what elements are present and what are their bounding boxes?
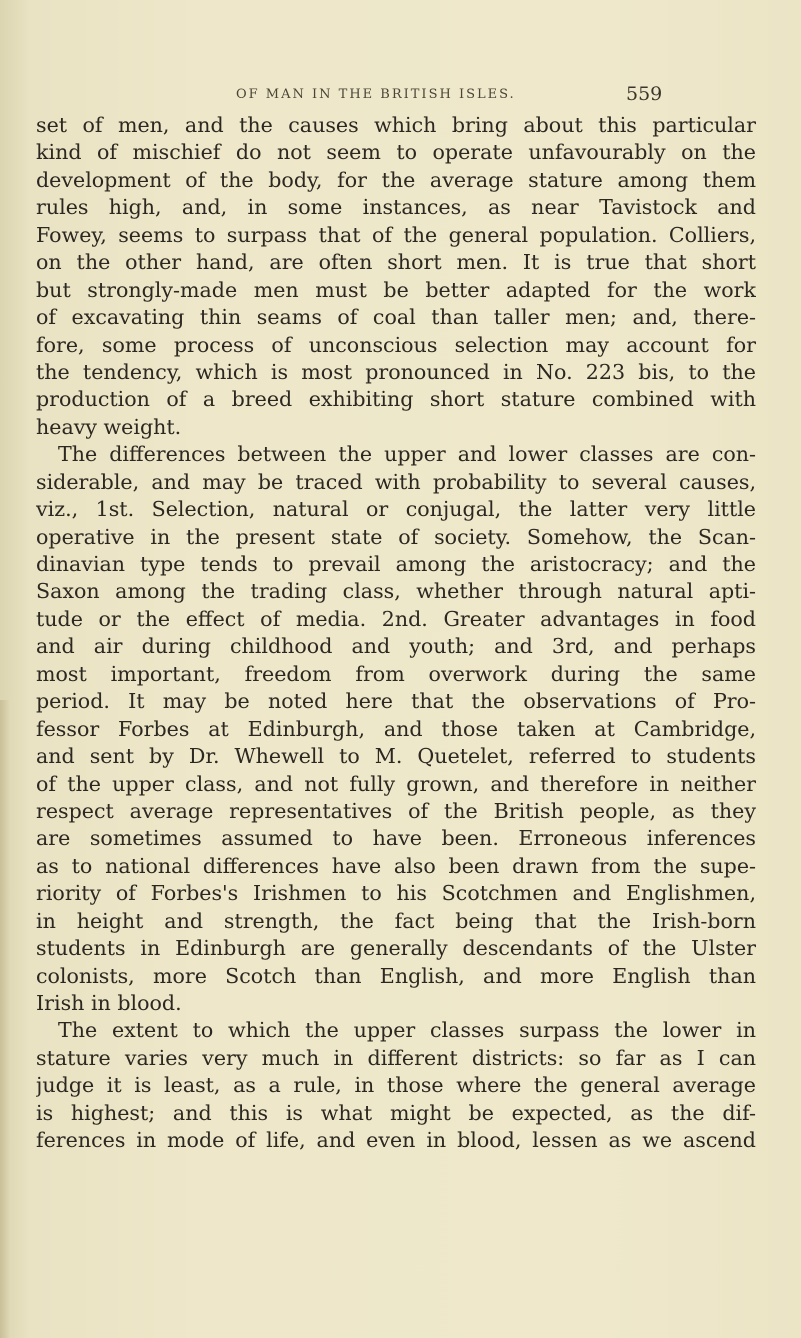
text-line: operative in the present state of society. Somehow, the Scan- xyxy=(36,524,756,549)
paragraph-first-line: The extent to which the upper classes surpass the lower in xyxy=(58,1018,756,1043)
text-line: Irish in blood. xyxy=(36,991,182,1015)
text-line: of excavating thin seams of coal than taller men; and, there- xyxy=(36,305,756,330)
text-line: Fowey, seems to surpass that of the general population. Colliers, xyxy=(36,222,756,247)
page-edge-shadow xyxy=(0,700,10,1338)
text-line: riority of Forbes's Irishmen to his Scotchmen and Englishmen, xyxy=(36,881,756,906)
body-text xyxy=(36,112,756,1155)
text-line: dinavian type tends to prevail among the aristocracy; and the xyxy=(36,552,756,576)
text-line: are sometimes assumed to have been. Erroneous inferences xyxy=(36,826,756,851)
text-line: respect average representatives of the British people, as they xyxy=(36,798,756,823)
text-line: as to national differences have also been drawn from the supe- xyxy=(36,853,756,878)
text-line: judge it is least, as a rule, in those where the general average xyxy=(36,1073,756,1098)
text-line: in height and strength, the fact being that the Irish-born xyxy=(36,908,756,933)
text-line: on the other hand, are often short men. It is true that short xyxy=(36,250,756,275)
text-line: and sent by Dr. Whewell to M. Quetelet, referred to students xyxy=(36,744,756,769)
text-line: tude or the effect of media. 2nd. Greater advantages in food xyxy=(36,606,756,631)
text-line: most important, freedom from overwork during the same xyxy=(36,661,756,686)
text-line: the tendency, which is most pronounced in No. 223 bis, to the xyxy=(36,359,756,384)
text-line: development of the body, for the average stature among them xyxy=(36,167,756,192)
text-line: fore, some process of unconscious selection may account for xyxy=(36,332,756,357)
text-line: fessor Forbes at Edinburgh, and those taken at Cambridge, xyxy=(36,716,756,741)
text-line: students in Edinburgh are generally descendants of the Ulster xyxy=(36,936,756,961)
text-line: heavy weight. xyxy=(36,414,182,439)
paragraph-first-line: The differences between the upper and lower classes are con- xyxy=(58,442,756,467)
text-line: Saxon among the trading class, whether through natural apti- xyxy=(36,579,756,604)
text-line: period. It may be noted here that the observations of Pro- xyxy=(36,689,756,714)
text-line: siderable, and may be traced with probability to several causes, xyxy=(36,469,756,494)
text-line: and air during childhood and youth; and 3rd, and perhaps xyxy=(36,634,756,659)
text-line: ferences in mode of life, and even in blood, lessen as we ascend xyxy=(36,1128,756,1153)
text-line: colonists, more Scotch than English, and more English than xyxy=(36,963,756,988)
text-line: but strongly-made men must be better adapted for the work xyxy=(36,277,756,302)
running-head: OF MAN IN THE BRITISH ISLES. xyxy=(236,87,516,102)
text-line: production of a breed exhibiting short stature combined with xyxy=(36,387,756,412)
text-line: stature varies very much in different districts: so far as I can xyxy=(36,1045,756,1070)
page-number: 559 xyxy=(626,83,663,105)
text-line: set of men, and the causes which bring about this particular xyxy=(36,113,756,137)
text-line: viz., 1st. Selection, natural or conjugal, the latter very little xyxy=(36,497,756,522)
text-line: rules high, and, in some instances, as near Tavistock and xyxy=(36,195,756,220)
text-line: is highest; and this is what might be expected, as the dif- xyxy=(36,1100,756,1125)
text-line: kind of mischief do not seem to operate unfavourably on the xyxy=(36,140,756,165)
text-line: of the upper class, and not fully grown, and therefore in neither xyxy=(36,771,756,796)
